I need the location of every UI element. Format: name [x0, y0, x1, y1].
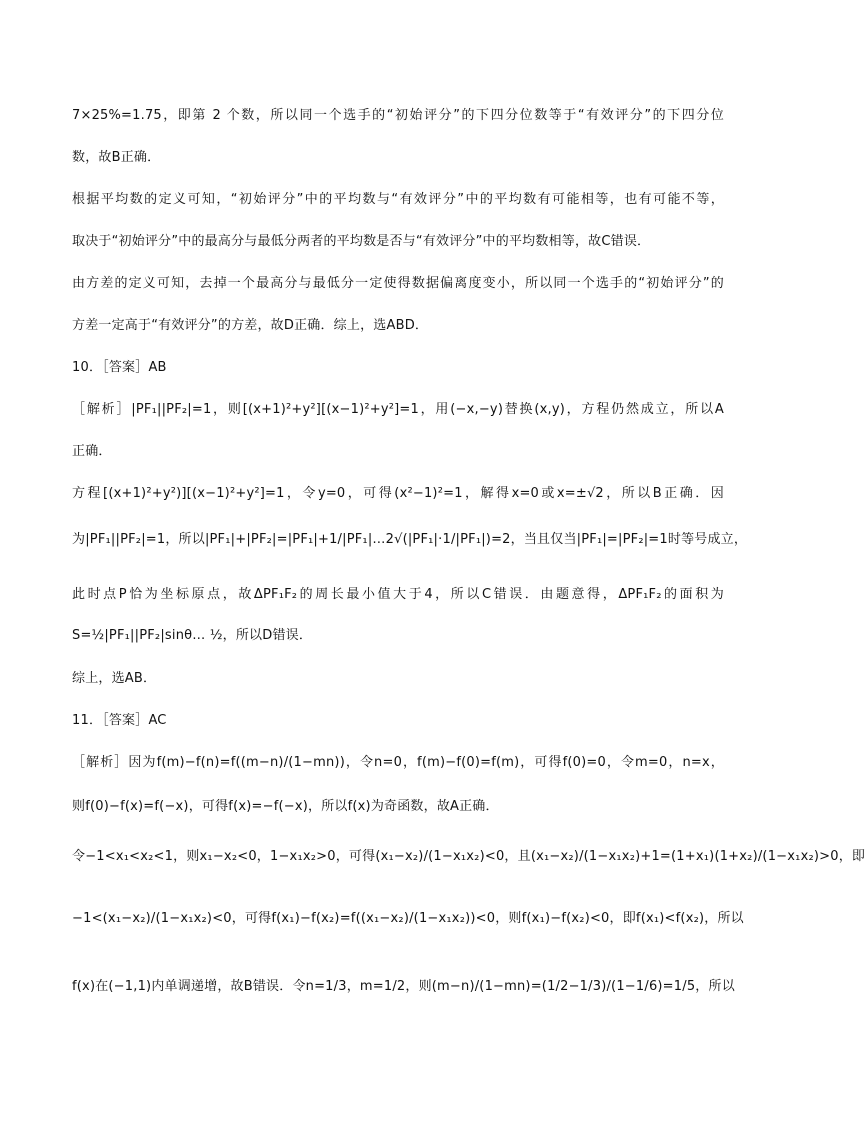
text-line: 正确． — [72, 444, 112, 459]
answer-heading: 11．［答案］AC — [72, 713, 167, 728]
text-line: 综上，选AB． — [72, 671, 157, 686]
text-line: ［解析］因为f(m)−f(n)=f((m−n)/(1−mn))，令n=0，f(m)−f(0)=f(m)，可得f(0)=0，令m=0，n=x， — [72, 755, 724, 770]
text-line: −1<(x₁−x₂)/(1−x₁x₂)<0，可得f(x₁)−f(x₂)=f((x₁−x₂)/(1−x₁x₂))<0，则f(x₁)−f(x₂)<0，即f(x₁)<f(x₂)，所以 — [72, 911, 744, 926]
text-line: 则f(0)−f(x)=f(−x)，可得f(x)=−f(−x)，所以f(x)为奇函数，故A正确． — [72, 799, 499, 814]
text-line: 数，故B正确． — [72, 150, 161, 165]
text-line: 此时点P恰为坐标原点，故ΔPF₁F₂的周长最小值大于4，所以C错误．由题意得，ΔPF₁F₂的面积为 — [72, 587, 724, 602]
text-line: 为|PF₁||PF₂|=1，所以|PF₁|+|PF₂|=|PF₁|+1/|PF₁|…2√(|PF₁|·1/|PF₁|)=2，当且仅当|PF₁|=|PF₂|=1时等号成立， — [72, 532, 748, 547]
text-line: 由方差的定义可知，去掉一个最高分与最低分一定使得数据偏离度变小，所以同一个选手的“初始评分”的 — [72, 276, 724, 291]
text-line: 方差一定高于“有效评分”的方差，故D正确．综上，选ABD． — [72, 318, 429, 333]
text-line: 根据平均数的定义可知，“初始评分”中的平均数与“有效评分”中的平均数有可能相等，也有可能不等， — [72, 192, 724, 207]
text-line: ［解析］|PF₁||PF₂|=1，则[(x+1)²+y²][(x−1)²+y²]=1，用(−x,−y)替换(x,y)，方程仍然成立，所以A — [72, 402, 724, 417]
text-line: 取决于“初始评分”中的最高分与最低分两者的平均数是否与“有效评分”中的平均数相等，故C错误． — [72, 234, 651, 249]
text-line: 7×25%=1.75，即第 2 个数，所以同一个选手的“初始评分”的下四分位数等于“有效评分”的下四分位 — [72, 108, 724, 123]
text-line: f(x)在(−1,1)内单调递增，故B错误．令n=1/3，m=1/2，则(m−n)/(1−mn)=(1/2−1/3)/(1−1/6)=1/5，所以 — [72, 979, 735, 994]
text-line: 令−1<x₁<x₂<1，则x₁−x₂<0，1−x₁x₂>0，可得(x₁−x₂)/(1−x₁x₂)<0，且(x₁−x₂)/(1−x₁x₂)+1=(1+x₁)(1+x₂)/(1−x₁x₂)>0，即 — [72, 849, 865, 864]
text-line: S=½|PF₁||PF₂|sinθ… ½，所以D错误． — [72, 628, 313, 643]
text-line: 方程[(x+1)²+y²)][(x−1)²+y²]=1，令y=0，可得(x²−1)²=1，解得x=0或x=±√2，所以B正确．因 — [72, 486, 724, 501]
answer-heading: 10．［答案］AB — [72, 360, 167, 375]
